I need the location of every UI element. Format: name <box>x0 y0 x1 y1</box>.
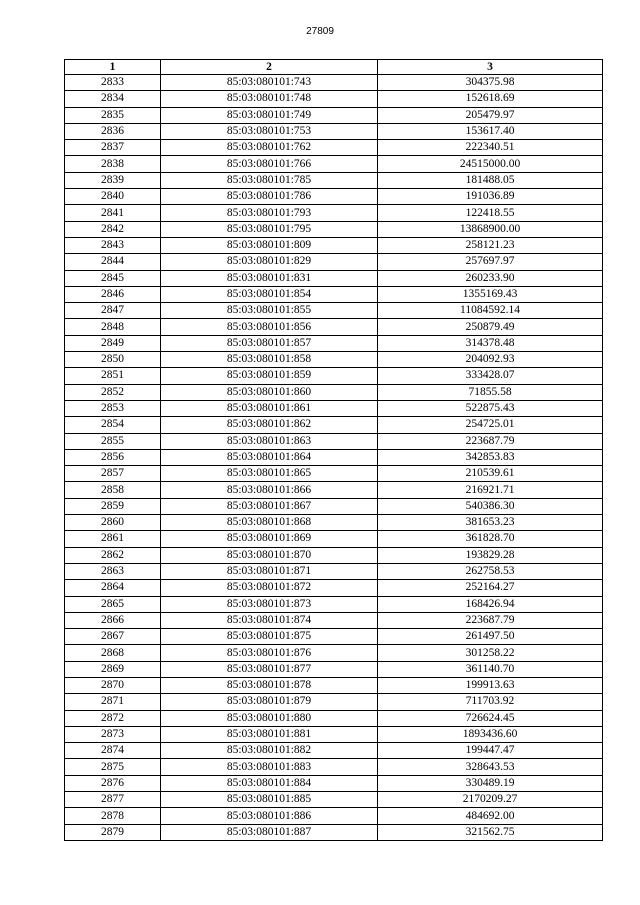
value-cell: 11084592.14 <box>378 303 603 319</box>
cadastral-number-cell: 85:03:080101:870 <box>161 547 378 563</box>
table-row <box>65 368 603 384</box>
row-number-cell: 2858 <box>65 482 161 498</box>
cadastral-number-cell: 85:03:080101:873 <box>161 596 378 612</box>
row-number-cell: 2848 <box>65 319 161 335</box>
cadastral-number-cell: 85:03:080101:762 <box>161 140 378 156</box>
page-number: 27809 <box>306 26 334 37</box>
cadastral-number-cell: 85:03:080101:880 <box>161 710 378 726</box>
row-number-cell: 2863 <box>65 563 161 579</box>
value-cell: 522875.43 <box>378 400 603 416</box>
value-cell: 191036.89 <box>378 189 603 205</box>
table-row <box>65 319 603 335</box>
table-row <box>65 645 603 661</box>
row-number-cell: 2849 <box>65 335 161 351</box>
row-number-cell: 2834 <box>65 91 161 107</box>
table-row <box>65 726 603 742</box>
row-number-cell: 2871 <box>65 694 161 710</box>
cadastral-number-cell: 85:03:080101:795 <box>161 221 378 237</box>
table-row <box>65 596 603 612</box>
row-number-cell: 2876 <box>65 775 161 791</box>
row-number-cell: 2836 <box>65 123 161 139</box>
cadastral-number-cell: 85:03:080101:860 <box>161 384 378 400</box>
table-row <box>65 400 603 416</box>
table-row <box>65 123 603 139</box>
data-table <box>64 59 603 841</box>
row-number-cell: 2851 <box>65 368 161 384</box>
table-row <box>65 629 603 645</box>
value-cell: 711703.92 <box>378 694 603 710</box>
value-cell: 261497.50 <box>378 629 603 645</box>
row-number-cell: 2835 <box>65 107 161 123</box>
value-cell: 205479.97 <box>378 107 603 123</box>
row-number-cell: 2868 <box>65 645 161 661</box>
value-cell: 210539.61 <box>378 466 603 482</box>
cadastral-number-cell: 85:03:080101:866 <box>161 482 378 498</box>
cadastral-number-cell: 85:03:080101:877 <box>161 661 378 677</box>
row-number-cell: 2844 <box>65 254 161 270</box>
value-cell: 361828.70 <box>378 531 603 547</box>
value-cell: 484692.00 <box>378 808 603 824</box>
table-row <box>65 172 603 188</box>
cadastral-number-cell: 85:03:080101:859 <box>161 368 378 384</box>
cadastral-number-cell: 85:03:080101:887 <box>161 824 378 840</box>
cadastral-number-cell: 85:03:080101:878 <box>161 677 378 693</box>
table-row <box>65 270 603 286</box>
column-header: 2 <box>161 60 378 75</box>
value-cell: 314378.48 <box>378 335 603 351</box>
value-cell: 254725.01 <box>378 417 603 433</box>
cadastral-number-cell: 85:03:080101:882 <box>161 743 378 759</box>
cadastral-number-cell: 85:03:080101:743 <box>161 75 378 91</box>
table-body <box>65 75 603 841</box>
table-row <box>65 694 603 710</box>
cadastral-number-cell: 85:03:080101:871 <box>161 563 378 579</box>
table-row <box>65 515 603 531</box>
value-cell: 258121.23 <box>378 237 603 253</box>
row-number-cell: 2869 <box>65 661 161 677</box>
row-number-cell: 2860 <box>65 515 161 531</box>
value-cell: 1893436.60 <box>378 726 603 742</box>
cadastral-number-cell: 85:03:080101:862 <box>161 417 378 433</box>
value-cell: 726624.45 <box>378 710 603 726</box>
cadastral-number-cell: 85:03:080101:856 <box>161 319 378 335</box>
cadastral-number-cell: 85:03:080101:864 <box>161 449 378 465</box>
cadastral-number-cell: 85:03:080101:886 <box>161 808 378 824</box>
cadastral-number-cell: 85:03:080101:865 <box>161 466 378 482</box>
cadastral-number-cell: 85:03:080101:854 <box>161 286 378 302</box>
value-cell: 222340.51 <box>378 140 603 156</box>
value-cell: 304375.98 <box>378 75 603 91</box>
cadastral-number-cell: 85:03:080101:857 <box>161 335 378 351</box>
row-number-cell: 2846 <box>65 286 161 302</box>
table-row <box>65 775 603 791</box>
row-number-cell: 2845 <box>65 270 161 286</box>
value-cell: 1355169.43 <box>378 286 603 302</box>
value-cell: 24515000.00 <box>378 156 603 172</box>
row-number-cell: 2855 <box>65 433 161 449</box>
table-row <box>65 531 603 547</box>
row-number-cell: 2867 <box>65 629 161 645</box>
cadastral-number-cell: 85:03:080101:872 <box>161 580 378 596</box>
row-number-cell: 2833 <box>65 75 161 91</box>
table-row <box>65 449 603 465</box>
row-number-cell: 2842 <box>65 221 161 237</box>
table-row <box>65 237 603 253</box>
value-cell: 153617.40 <box>378 123 603 139</box>
table-row <box>65 792 603 808</box>
value-cell: 361140.70 <box>378 661 603 677</box>
cadastral-number-cell: 85:03:080101:831 <box>161 270 378 286</box>
table-row <box>65 808 603 824</box>
value-cell: 301258.22 <box>378 645 603 661</box>
value-cell: 260233.90 <box>378 270 603 286</box>
table-row <box>65 743 603 759</box>
table-row <box>65 205 603 221</box>
value-cell: 122418.55 <box>378 205 603 221</box>
row-number-cell: 2852 <box>65 384 161 400</box>
table-row <box>65 140 603 156</box>
row-number-cell: 2840 <box>65 189 161 205</box>
row-number-cell: 2875 <box>65 759 161 775</box>
row-number-cell: 2861 <box>65 531 161 547</box>
table-row <box>65 352 603 368</box>
value-cell: 342853.83 <box>378 449 603 465</box>
cadastral-number-cell: 85:03:080101:881 <box>161 726 378 742</box>
cadastral-number-cell: 85:03:080101:869 <box>161 531 378 547</box>
cadastral-number-cell: 85:03:080101:885 <box>161 792 378 808</box>
table-row <box>65 466 603 482</box>
cadastral-number-cell: 85:03:080101:749 <box>161 107 378 123</box>
table-row <box>65 759 603 775</box>
cadastral-number-cell: 85:03:080101:785 <box>161 172 378 188</box>
value-cell: 168426.94 <box>378 596 603 612</box>
row-number-cell: 2854 <box>65 417 161 433</box>
value-cell: 71855.58 <box>378 384 603 400</box>
row-number-cell: 2857 <box>65 466 161 482</box>
row-number-cell: 2877 <box>65 792 161 808</box>
row-number-cell: 2862 <box>65 547 161 563</box>
table-row <box>65 547 603 563</box>
table-row <box>65 384 603 400</box>
row-number-cell: 2874 <box>65 743 161 759</box>
cadastral-number-cell: 85:03:080101:786 <box>161 189 378 205</box>
row-number-cell: 2838 <box>65 156 161 172</box>
value-cell: 216921.71 <box>378 482 603 498</box>
table-row <box>65 107 603 123</box>
value-cell: 250879.49 <box>378 319 603 335</box>
table-row <box>65 563 603 579</box>
table-row <box>65 303 603 319</box>
table-row <box>65 498 603 514</box>
cadastral-number-cell: 85:03:080101:793 <box>161 205 378 221</box>
row-number-cell: 2837 <box>65 140 161 156</box>
value-cell: 381653.23 <box>378 515 603 531</box>
table-row <box>65 677 603 693</box>
row-number-cell: 2879 <box>65 824 161 840</box>
cadastral-number-cell: 85:03:080101:766 <box>161 156 378 172</box>
column-header: 1 <box>65 60 161 75</box>
table-row <box>65 189 603 205</box>
cadastral-number-cell: 85:03:080101:875 <box>161 629 378 645</box>
table-row <box>65 156 603 172</box>
cadastral-number-cell: 85:03:080101:863 <box>161 433 378 449</box>
table-row <box>65 75 603 91</box>
row-number-cell: 2873 <box>65 726 161 742</box>
row-number-cell: 2866 <box>65 612 161 628</box>
value-cell: 199913.63 <box>378 677 603 693</box>
cadastral-number-cell: 85:03:080101:876 <box>161 645 378 661</box>
cadastral-number-cell: 85:03:080101:867 <box>161 498 378 514</box>
value-cell: 181488.05 <box>378 172 603 188</box>
table-row <box>65 612 603 628</box>
value-cell: 330489.19 <box>378 775 603 791</box>
table-row <box>65 482 603 498</box>
cadastral-number-cell: 85:03:080101:753 <box>161 123 378 139</box>
cadastral-number-cell: 85:03:080101:855 <box>161 303 378 319</box>
row-number-cell: 2872 <box>65 710 161 726</box>
cadastral-number-cell: 85:03:080101:874 <box>161 612 378 628</box>
value-cell: 204092.93 <box>378 352 603 368</box>
row-number-cell: 2839 <box>65 172 161 188</box>
table-row <box>65 335 603 351</box>
value-cell: 223687.79 <box>378 433 603 449</box>
cadastral-number-cell: 85:03:080101:858 <box>161 352 378 368</box>
row-number-cell: 2870 <box>65 677 161 693</box>
row-number-cell: 2853 <box>65 400 161 416</box>
value-cell: 262758.53 <box>378 563 603 579</box>
row-number-cell: 2856 <box>65 449 161 465</box>
row-number-cell: 2865 <box>65 596 161 612</box>
cadastral-number-cell: 85:03:080101:879 <box>161 694 378 710</box>
value-cell: 252164.27 <box>378 580 603 596</box>
value-cell: 2170209.27 <box>378 792 603 808</box>
value-cell: 540386.30 <box>378 498 603 514</box>
row-number-cell: 2878 <box>65 808 161 824</box>
row-number-cell: 2843 <box>65 237 161 253</box>
value-cell: 328643.53 <box>378 759 603 775</box>
table-row <box>65 254 603 270</box>
cadastral-number-cell: 85:03:080101:748 <box>161 91 378 107</box>
table-row <box>65 221 603 237</box>
value-cell: 321562.75 <box>378 824 603 840</box>
value-cell: 193829.28 <box>378 547 603 563</box>
value-cell: 333428.07 <box>378 368 603 384</box>
value-cell: 257697.97 <box>378 254 603 270</box>
table-row <box>65 824 603 840</box>
table-row <box>65 286 603 302</box>
row-number-cell: 2841 <box>65 205 161 221</box>
value-cell: 223687.79 <box>378 612 603 628</box>
row-number-cell: 2859 <box>65 498 161 514</box>
table-row <box>65 710 603 726</box>
table-row <box>65 417 603 433</box>
table-row <box>65 433 603 449</box>
cadastral-number-cell: 85:03:080101:809 <box>161 237 378 253</box>
table-row <box>65 661 603 677</box>
row-number-cell: 2847 <box>65 303 161 319</box>
cadastral-number-cell: 85:03:080101:883 <box>161 759 378 775</box>
cadastral-number-cell: 85:03:080101:829 <box>161 254 378 270</box>
row-number-cell: 2864 <box>65 580 161 596</box>
cadastral-number-cell: 85:03:080101:868 <box>161 515 378 531</box>
table-header-row <box>65 60 603 75</box>
table-row <box>65 580 603 596</box>
cadastral-number-cell: 85:03:080101:861 <box>161 400 378 416</box>
value-cell: 152618.69 <box>378 91 603 107</box>
row-number-cell: 2850 <box>65 352 161 368</box>
value-cell: 199447.47 <box>378 743 603 759</box>
table-row <box>65 91 603 107</box>
column-header: 3 <box>378 60 603 75</box>
cadastral-number-cell: 85:03:080101:884 <box>161 775 378 791</box>
value-cell: 13868900.00 <box>378 221 603 237</box>
